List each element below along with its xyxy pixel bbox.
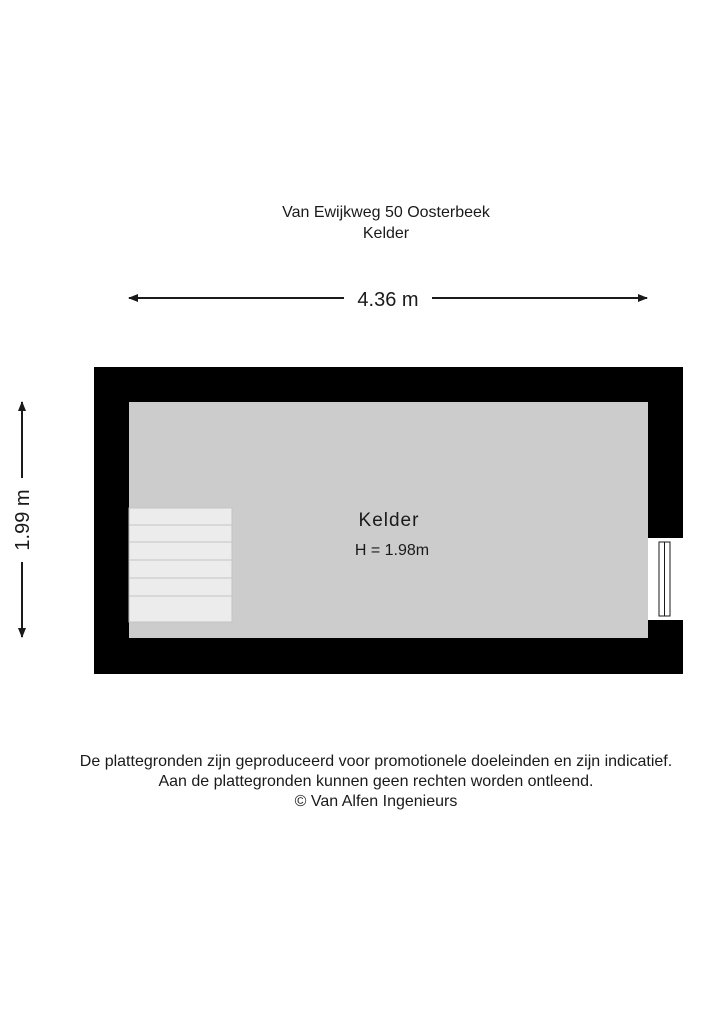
- copyright: © Van Alfen Ingenieurs: [294, 793, 458, 810]
- staircase: [129, 508, 232, 622]
- address-title: Van Ewijkweg 50 Oosterbeek: [282, 204, 490, 221]
- disclaimer-line-2: Aan de plattegronden kunnen geen rechten worden ontleend.: [158, 773, 594, 790]
- room-name: Kelder: [358, 510, 420, 531]
- window: [648, 538, 683, 620]
- disclaimer: [0, 752, 720, 812]
- stair-step: [129, 525, 232, 542]
- stair-step: [129, 542, 232, 560]
- stair-step: [129, 578, 232, 596]
- height-dimension-label: 1.99 m: [12, 489, 34, 551]
- room-height: H = 1.98m: [354, 542, 430, 559]
- stair-landing: [129, 596, 232, 622]
- floor-title: Kelder: [362, 225, 410, 242]
- stair-step: [129, 508, 232, 525]
- height-dimension: [12, 402, 34, 637]
- disclaimer-line-1: De plattegronden zijn geproduceerd voor promotionele doeleinden en zijn indicatief.: [79, 753, 673, 770]
- stair-step: [129, 560, 232, 578]
- width-dimension-label: 4.36 m: [357, 289, 419, 311]
- width-dimension: [129, 289, 647, 311]
